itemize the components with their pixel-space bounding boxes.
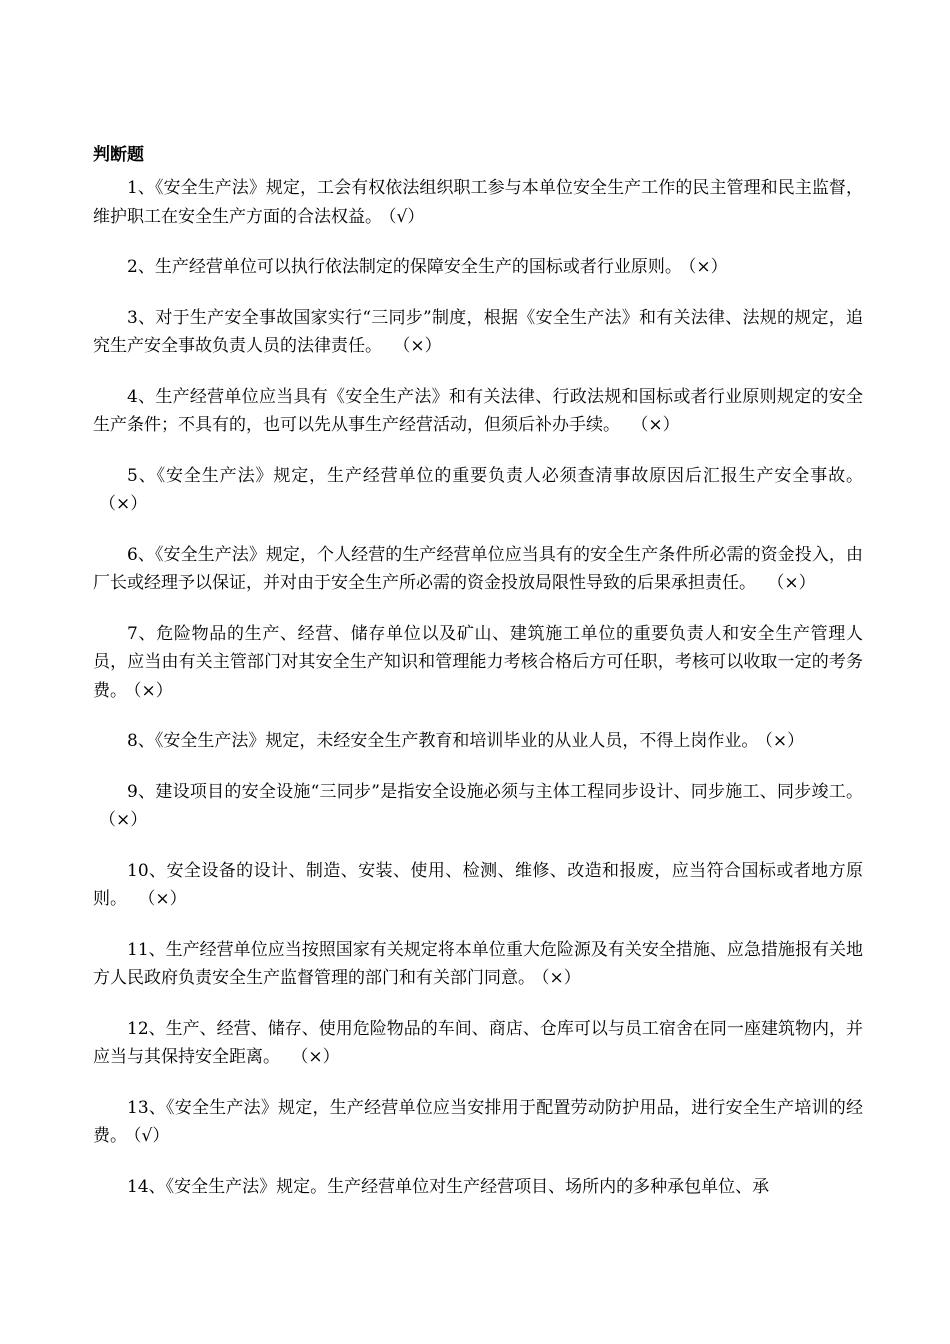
answer-mark: （×） (291, 1047, 340, 1067)
question-item (93, 462, 863, 519)
question-item (93, 541, 863, 598)
question-text: 9、建设项目的安全设施“三同步”是指安全设施必须与主体工程同步设计、同步施工、同步竣工。 (127, 781, 863, 802)
section-heading: 判断题 (93, 145, 144, 165)
question-text: 13、《安全生产法》规定，生产经营单位应当安排用于配置劳动防护用品，进行安全生产培训的经费。 (93, 1097, 863, 1146)
question-item (93, 1094, 863, 1151)
answer-mark: （√） (388, 206, 425, 227)
answer-mark: （×） (541, 968, 581, 988)
answer-mark: （×） (393, 336, 442, 356)
question-item (93, 1173, 863, 1202)
question-item (93, 936, 863, 993)
answer-mark: （×） (631, 415, 680, 435)
question-item (93, 857, 863, 914)
question-text: 10、安全设备的设计、制造、安装、使用、检测、维修、改造和报废，应当符合国标或者地方原则。 (93, 860, 863, 909)
question-item (93, 304, 863, 361)
answer-mark: （×） (687, 257, 728, 277)
question-item (93, 1015, 863, 1072)
question-text: 2、生产经营单位可以执行依法制定的保障安全生产的国标或者行业原则。 (127, 257, 682, 277)
question-item (93, 253, 863, 282)
answer-mark: （×） (99, 810, 148, 830)
answer-mark: （×） (138, 889, 187, 909)
answer-mark: （×） (764, 731, 805, 751)
answer-mark: （×） (99, 494, 148, 514)
question-item (93, 620, 863, 706)
document-page (93, 140, 863, 1223)
question-text: 4、生产经营单位应当具有《安全生产法》和有关法律、行政法规和国标或者行业原则规定的安全生产条件；不具有的，也可以先从事生产经营活动，但须后补办手续。 (93, 386, 863, 435)
question-text: 3、对于生产安全事故国家实行“三同步”制度，根据《安全生产法》和有关法律、法规的规定，追究生产安全事故负责人员的法律责任。 (93, 307, 863, 356)
question-list (93, 174, 863, 1201)
question-item (93, 778, 863, 835)
question-text: 5、《安全生产法》规定，生产经营单位的重要负责人必须查清事故原因后汇报生产安全事故。 (127, 465, 863, 486)
question-text: 7、危险物品的生产、经营、储存单位以及矿山、建筑施工单位的重要负责人和安全生产管理人员，应当由有关主管部门对其安全生产知识和管理能力考核合格后方可任职，考核可以收取一定的考务费。 (93, 623, 863, 701)
question-text: 12、生产、经营、储存、使用危险物品的车间、商店、仓库可以与员工宿舍在同一座建筑物内，并应当与其保持安全距离。 (93, 1018, 863, 1067)
question-item (93, 174, 863, 231)
answer-mark: （√） (133, 1126, 170, 1146)
question-text: 8、《安全生产法》规定，未经安全生产教育和培训毕业的从业人员，不得上岗作业。 (127, 731, 759, 751)
question-text: 1、《安全生产法》规定，工会有权依法组织职工参与本单位安全生产工作的民主管理和民主监督，维护职工在安全生产方面的合法权益。 (93, 178, 863, 227)
question-item (93, 727, 863, 756)
answer-mark: （×） (767, 573, 816, 593)
question-text: 6、《安全生产法》规定，个人经营的生产经营单位应当具有的安全生产条件所必需的资金投入，由厂长或经理予以保证，并对由于安全生产所必需的资金投放局限性导致的后果承担责任。 (93, 544, 863, 593)
question-text: 11、生产经营单位应当按照国家有关规定将本单位重大危险源及有关安全措施、应急措施报有关地方人民政府负责安全生产监督管理的部门和有关部门同意。 (93, 939, 863, 988)
answer-mark: （×） (133, 680, 173, 701)
question-text: 14、《安全生产法》规定。生产经营单位对生产经营项目、场所内的多种承包单位、承 (127, 1176, 770, 1197)
question-item (93, 383, 863, 440)
